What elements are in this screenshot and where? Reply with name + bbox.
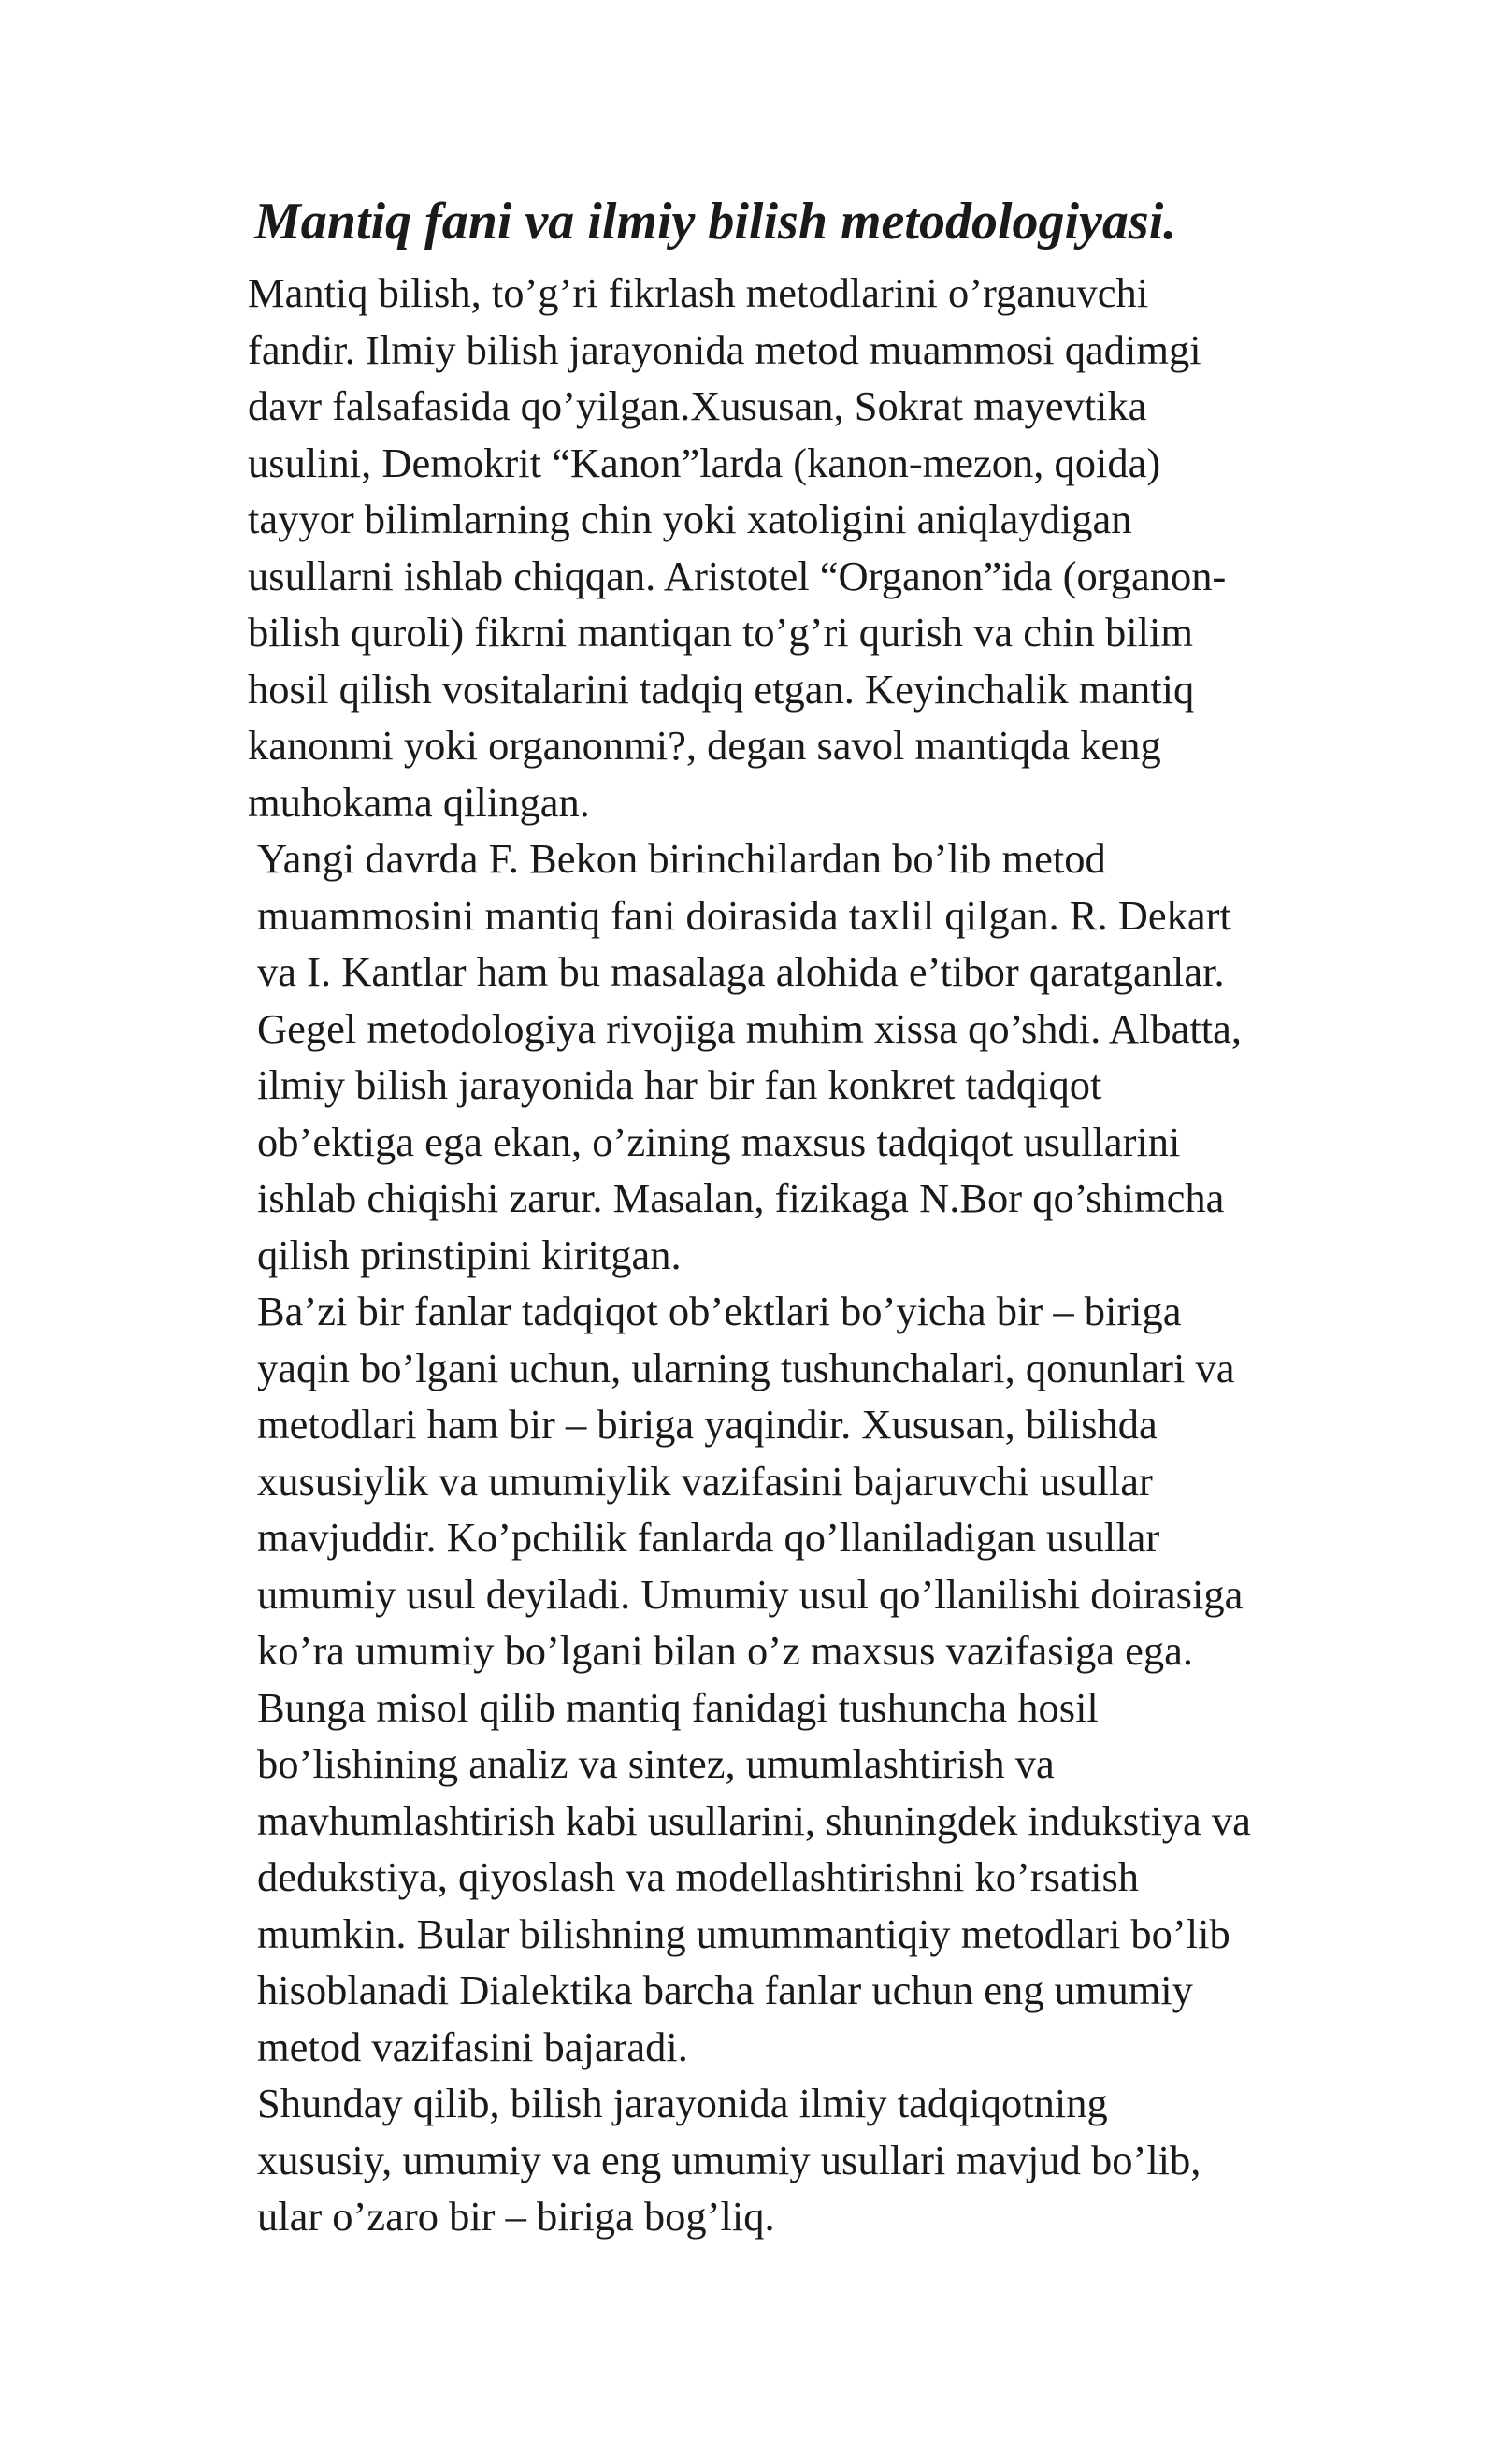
text-line: dedukstiya, qiyoslash va modellashtirishni ko’rsatish — [257, 1853, 1140, 1900]
text-line: mumkin. Bular bilishning umummantiqiy metodlari bo’lib — [257, 1909, 1230, 1957]
paragraph-1 — [210, 265, 1393, 830]
text-line: davr falsafasida qo’yilgan.Xususan, Sokrat mayevtika — [248, 382, 1147, 429]
document-title: Mantiq fani va ilmiy bilish metodologiyasi. — [254, 193, 1177, 251]
text-line: mavhumlashtirish kabi usullarini, shuningdek indukstiya va — [257, 1796, 1251, 1844]
text-line: qilish prinstipini kiritgan. — [257, 1231, 682, 1278]
text-line: metod vazifasini bajaradi. — [257, 2023, 688, 2070]
paragraph-4 — [210, 2075, 1393, 2245]
text-line: xususiy, umumiy va eng umumiy usullari mavjud bo’lib, — [257, 2136, 1201, 2183]
paragraph-3 — [210, 1283, 1393, 2075]
text-line: metodlari ham bir – biriga yaqindir. Xususan, bilishda — [257, 1401, 1158, 1448]
text-line: yaqin bo’lgani uchun, ularning tushunchalari, qonunlari va — [257, 1344, 1235, 1391]
text-line: ular o’zaro bir – biriga bog’liq. — [257, 2193, 775, 2240]
document-page — [210, 192, 1393, 2245]
text-line: hisoblanadi Dialektika barcha fanlar uchun eng umumiy — [257, 1967, 1193, 2013]
text-line: kanonmi yoki organonmi?, degan savol mantiqda keng — [248, 722, 1161, 769]
text-line: muhokama qilingan. — [248, 778, 590, 826]
text-line: Yangi davrda F. Bekon birinchilardan bo’lib metod — [257, 835, 1106, 882]
text-line: Gegel metodologiya rivojiga muhim xissa qo’shdi. Albatta, — [257, 1004, 1243, 1052]
text-line: mavjuddir. Ko’pchilik fanlarda qo’llaniladigan usullar — [257, 1514, 1160, 1561]
text-line: tayyor bilimlarning chin yoki xatoligini aniqlaydigan — [248, 496, 1132, 542]
text-line: fandir. Ilmiy bilish jarayonida metod muammosi qadimgi — [248, 325, 1201, 373]
text-line: umumiy usul deyiladi. Umumiy usul qo’llanilishi doirasiga — [257, 1570, 1244, 1618]
text-line: hosil qilish vositalarini tadqiq etgan. Keyinchalik mantiq — [248, 665, 1195, 713]
text-line: ilmiy bilish jarayonida har bir fan konkret tadqiqot — [257, 1061, 1102, 1108]
text-line: ob’ektiga ega ekan, o’zining maxsus tadqiqot usullarini — [257, 1117, 1181, 1165]
text-line: ko’ra umumiy bo’lgani bilan o’z maxsus vazifasiga ega. — [257, 1627, 1193, 1674]
text-line: Ba’zi bir fanlar tadqiqot ob’ektlari bo’yicha bir – biriga — [257, 1288, 1182, 1334]
text-line: usulini, Demokrit “Kanon”larda (kanon-mezon, qoida) — [248, 439, 1161, 486]
text-line: usullarni ishlab chiqqan. Aristotel “Organon”ida (organon- — [248, 552, 1227, 599]
text-line: Bunga misol qilib mantiq fanidagi tushuncha hosil — [257, 1683, 1099, 1731]
text-line: ishlab chiqishi zarur. Masalan, fizikaga N.Bor qo’shimcha — [257, 1174, 1225, 1221]
text-line: Shunday qilib, bilish jarayonida ilmiy tadqiqotning — [257, 2080, 1108, 2126]
text-line: muammosini mantiq fani doirasida taxlil qilgan. R. Dekart — [257, 891, 1231, 939]
paragraph-2 — [210, 830, 1393, 1283]
text-line: Mantiq bilish, to’g’ri fikrlash metodlarini o’rganuvchi — [248, 269, 1149, 316]
text-line: va I. Kantlar ham bu masalaga alohida e’tibor qaratganlar. — [257, 948, 1225, 995]
text-line: bilish quroli) fikrni mantiqan to’g’ri qurish va chin bilim — [248, 609, 1193, 656]
text-line: bo’lishining analiz va sintez, umumlashtirish va — [257, 1740, 1055, 1787]
text-line: xususiylik va umumiylik vazifasini bajaruvchi usullar — [257, 1457, 1153, 1505]
